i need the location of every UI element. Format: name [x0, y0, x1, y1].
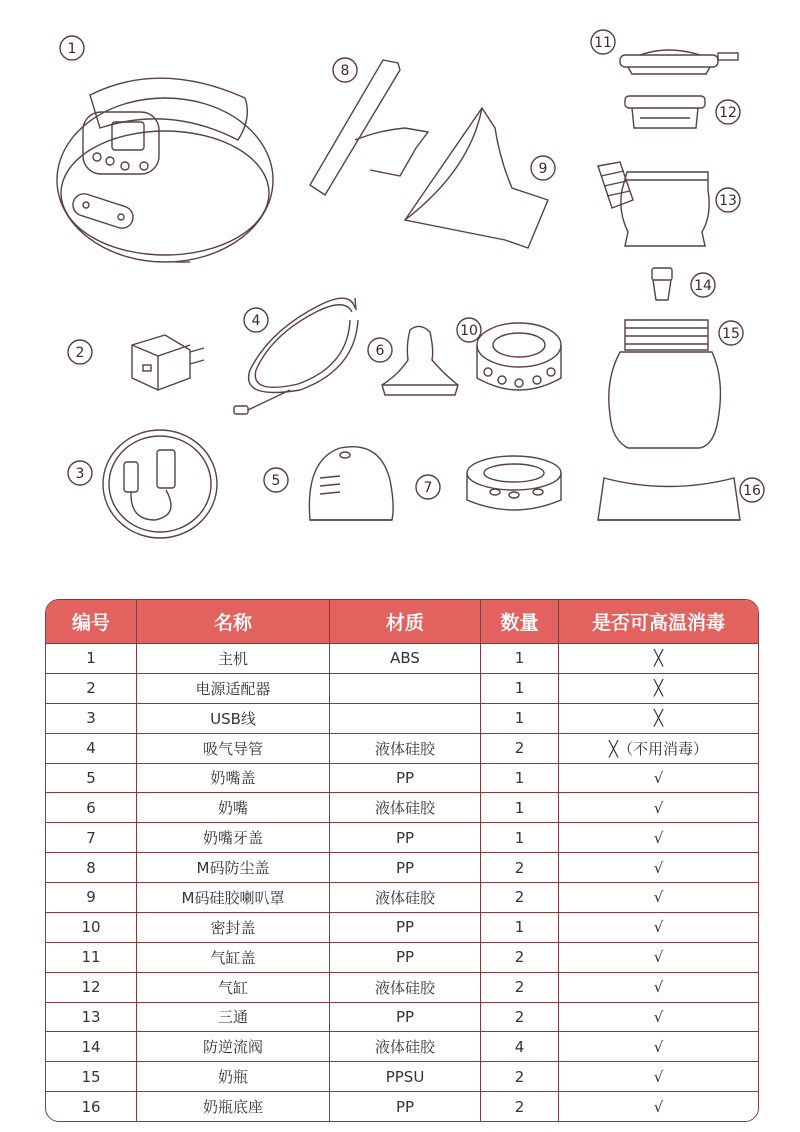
part-number-power-adapter: 2: [75, 345, 85, 361]
cell-material: PP: [330, 942, 481, 972]
cell-quantity: 1: [481, 912, 559, 942]
cell-sterilizable: √: [559, 793, 759, 823]
cell-quantity: 4: [481, 1032, 559, 1062]
cell-quantity: 2: [481, 1062, 559, 1092]
table-header-row: [46, 600, 758, 644]
cell-sterilizable: √: [559, 763, 759, 793]
part-sealing-cap: [477, 323, 561, 390]
part-number-sealing-cap: 10: [460, 323, 478, 339]
cell-number: 4: [46, 733, 137, 763]
cell-number: 6: [46, 793, 137, 823]
table-row: [46, 793, 758, 823]
table-row: [46, 1062, 758, 1092]
cell-number: 11: [46, 942, 137, 972]
header-quantity: 数量: [481, 600, 559, 644]
cell-number: 13: [46, 1002, 137, 1032]
cell-material: PP: [330, 1002, 481, 1032]
cell-sterilizable: √: [559, 883, 759, 913]
parts-table: [45, 599, 759, 1122]
cell-quantity: 1: [481, 673, 559, 703]
cell-material: 液体硅胶: [330, 883, 481, 913]
cell-sterilizable: ╳: [559, 673, 759, 703]
table-row: [46, 972, 758, 1002]
cell-sterilizable: ╳: [559, 644, 759, 674]
table-row: [46, 644, 758, 674]
cell-number: 12: [46, 972, 137, 1002]
cell-name: USB线: [137, 703, 330, 733]
cell-quantity: 2: [481, 733, 559, 763]
part-number-m-silicone-flange: 9: [538, 161, 548, 177]
part-number-main-unit: 1: [67, 41, 77, 57]
part-number-usb-cable: 3: [75, 466, 85, 482]
part-cylinder: [625, 96, 705, 128]
part-nipple-cap: [309, 447, 393, 520]
part-dust-cover: [310, 60, 428, 195]
table-row: [46, 853, 758, 883]
cell-name: 密封盖: [137, 912, 330, 942]
cell-material: ABS: [330, 644, 481, 674]
cell-sterilizable: ╳: [559, 703, 759, 733]
cell-material: PP: [330, 823, 481, 853]
cell-material: 液体硅胶: [330, 793, 481, 823]
cell-sterilizable: √: [559, 942, 759, 972]
cell-name: 气缸盖: [137, 942, 330, 972]
cell-quantity: 2: [481, 942, 559, 972]
table-row: [46, 912, 758, 942]
cell-number: 7: [46, 823, 137, 853]
cell-quantity: 2: [481, 972, 559, 1002]
part-number-nipple: 6: [375, 343, 385, 359]
cell-number: 14: [46, 1032, 137, 1062]
part-connector: [598, 162, 709, 246]
cell-sterilizable: √: [653, 1097, 664, 1116]
table-row: [46, 763, 758, 793]
cell-quantity: 1: [481, 823, 559, 853]
table-row: [46, 1032, 758, 1062]
part-number-bottle-base: 16: [743, 483, 761, 499]
cell-material: PP: [330, 763, 481, 793]
cell-material: [330, 673, 481, 703]
part-number-cylinder: 12: [719, 105, 737, 121]
header-sterilizable: 是否可高温消毒: [559, 600, 759, 644]
table-row: [46, 823, 758, 853]
part-main-unit: [57, 78, 273, 262]
parts-illustration: [0, 0, 800, 560]
number-labels: [60, 30, 764, 502]
cell-sterilizable: √: [559, 853, 759, 883]
cell-quantity: 1: [481, 763, 559, 793]
cell-number: 16: [46, 1092, 137, 1121]
cell-quantity: 2: [481, 853, 559, 883]
part-number-bottle: 15: [722, 326, 740, 342]
cell-number: 2: [46, 673, 137, 703]
cell-number: 5: [46, 763, 137, 793]
cell-name: M码硅胶喇叭罩: [137, 883, 330, 913]
cell-name: M码防尘盖: [137, 853, 330, 883]
cell-material: 液体硅胶: [330, 1032, 481, 1062]
cell-quantity: 1: [481, 703, 559, 733]
cell-name: 电源适配器: [137, 673, 330, 703]
cell-material: 液体硅胶: [330, 972, 481, 1002]
cell-name: 奶瓶: [137, 1062, 330, 1092]
cell-material: PPSU: [330, 1062, 481, 1092]
table-row: [46, 883, 758, 913]
cell-quantity: 2: [481, 1092, 559, 1121]
cell-number: 10: [46, 912, 137, 942]
cell-sterilizable: √: [559, 1032, 759, 1062]
part-number-backflow-valve: 14: [694, 278, 712, 294]
cell-material: [330, 703, 481, 733]
part-number-m-dust-cover: 8: [340, 63, 350, 79]
cell-number: 3: [46, 703, 137, 733]
cell-quantity: 2: [481, 1002, 559, 1032]
cell-sterilizable: √: [559, 1002, 759, 1032]
part-valve: [652, 268, 672, 300]
part-usb-cable: [103, 430, 217, 538]
cell-material: PP: [330, 853, 481, 883]
cell-sterilizable: √: [559, 912, 759, 942]
part-flange: [405, 108, 548, 248]
part-number-cylinder-cap: 11: [594, 35, 612, 51]
cell-number: 9: [46, 883, 137, 913]
cell-number: 1: [46, 644, 137, 674]
cell-number: 15: [46, 1062, 137, 1092]
cell-name: 吸气导管: [137, 733, 330, 763]
cell-material: PP: [330, 1092, 481, 1121]
cell-name: 奶嘴牙盖: [137, 823, 330, 853]
cell-name: 主机: [137, 644, 330, 674]
cell-material: PP: [330, 912, 481, 942]
cell-quantity: 2: [481, 883, 559, 913]
cell-sterilizable: ╳（不用消毒）: [559, 733, 759, 763]
cell-sterilizable: √: [559, 972, 759, 1002]
part-bottle: [609, 320, 721, 448]
part-nipple-collar: [467, 456, 561, 510]
table-row: [46, 942, 758, 972]
part-power-adapter: [132, 335, 204, 390]
cell-material: 液体硅胶: [330, 733, 481, 763]
table-row: [46, 1092, 758, 1121]
part-bottle-base: [598, 478, 740, 520]
cell-name: 奶瓶底座: [137, 1092, 330, 1121]
cell-name: 三通: [137, 1002, 330, 1032]
table-row: [46, 733, 758, 763]
part-cylinder-cap: [620, 50, 738, 74]
cell-sterilizable: √: [559, 823, 759, 853]
header-material: 材质: [330, 600, 481, 644]
cell-sterilizable: √: [559, 1062, 759, 1092]
table-row: [46, 673, 758, 703]
part-number-nipple-cap: 5: [271, 473, 281, 489]
part-nipple: [382, 326, 458, 395]
cell-name: 防逆流阀: [137, 1032, 330, 1062]
cell-name: 气缸: [137, 972, 330, 1002]
table-row: [46, 1002, 758, 1032]
part-number-air-tube: 4: [251, 313, 261, 329]
header-number: 编号: [46, 600, 137, 644]
cell-quantity: 1: [481, 644, 559, 674]
header-name: 名称: [137, 600, 330, 644]
part-number-nipple-collar: 7: [423, 480, 433, 496]
cell-name: 奶嘴盖: [137, 763, 330, 793]
cell-quantity: 1: [481, 793, 559, 823]
part-number-connector: 13: [719, 193, 737, 209]
table-row: [46, 703, 758, 733]
cell-number: 8: [46, 853, 137, 883]
cell-name: 奶嘴: [137, 793, 330, 823]
